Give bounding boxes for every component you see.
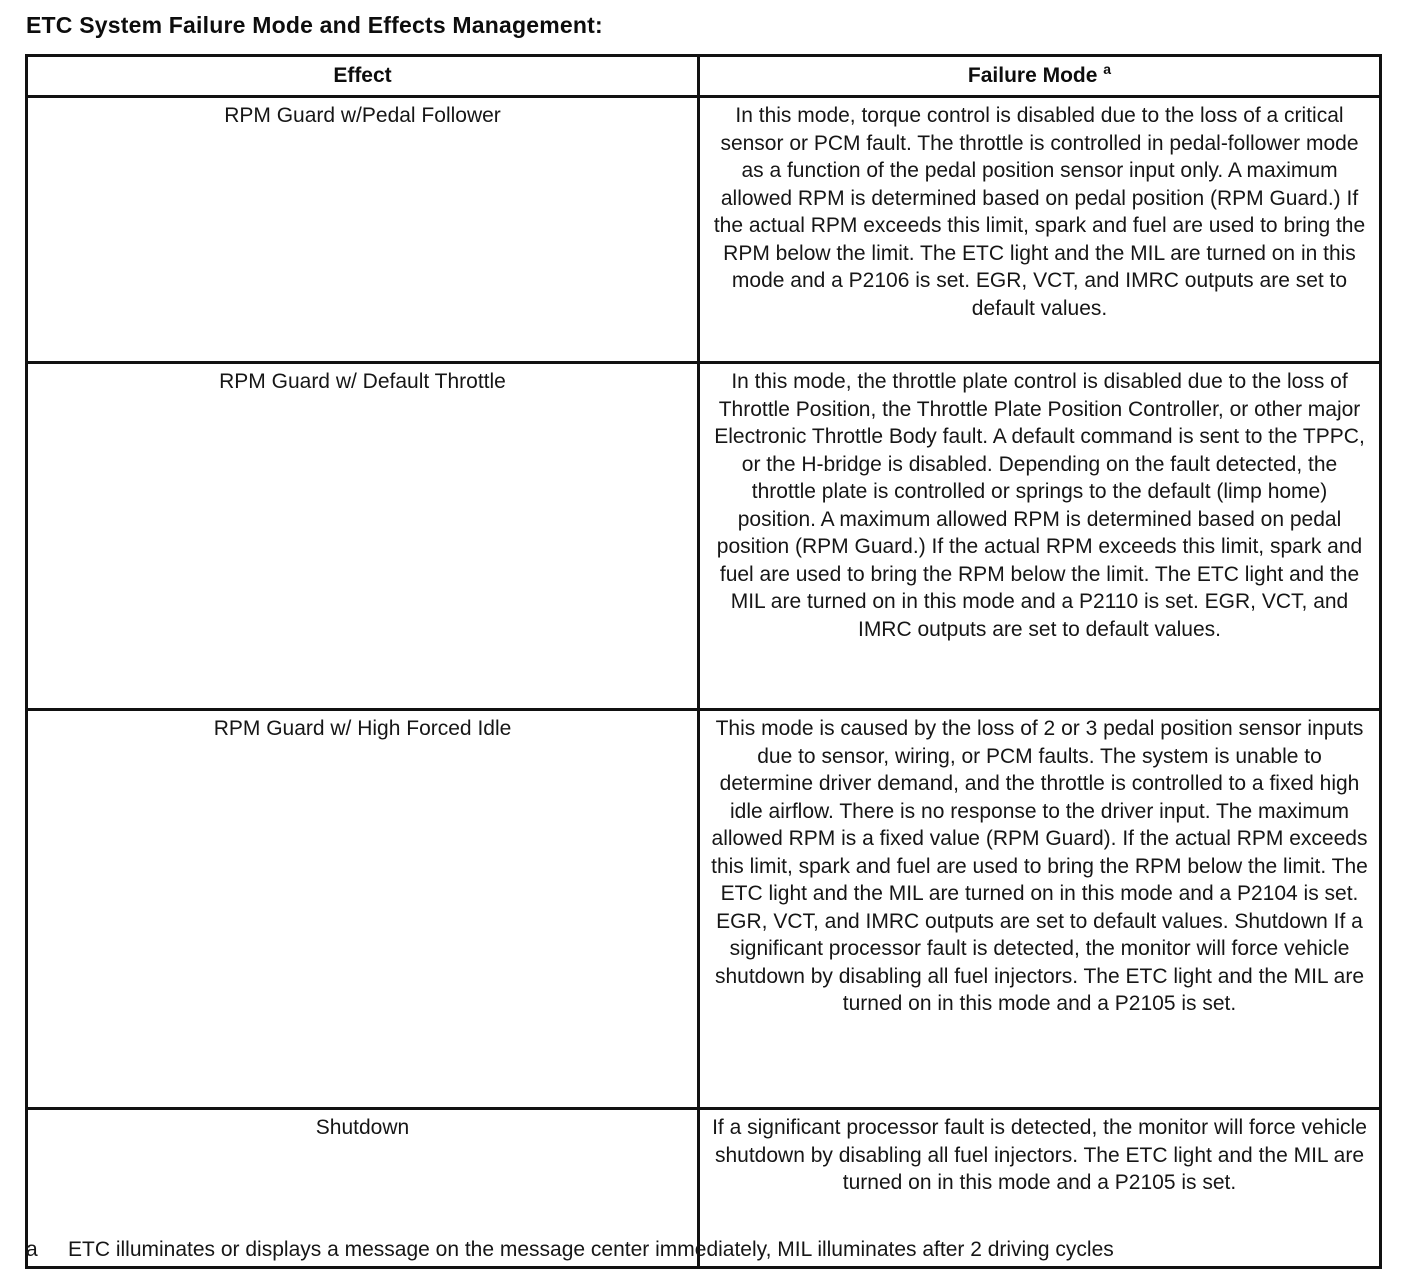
- fmea-table: [25, 54, 1382, 1269]
- effect-cell-shutdown: Shutdown: [27, 1109, 699, 1268]
- failure-mode-cell-rpm-guard-default-throttle: In this mode, the throttle plate control is disabled due to the loss of Throttle Position, the Throttle Plate Position Controller, or other major Electronic Throttle Body fault. A default command is sent to the TPPC, or the H-bridge is disabled. Depending on the fault detected, the throttle plate is controlled or springs to the default (limp home) position. A maximum allowed RPM is determined based on pedal position (RPM Guard.) If the actual RPM exceeds this limit, spark and fuel are used to bring the RPM below the limit. The ETC light and the MIL are turned on in this mode and a P2110 is set. EGR, VCT, and IMRC outputs are set to default values.: [699, 363, 1381, 710]
- effect-cell-rpm-guard-default-throttle: RPM Guard w/ Default Throttle: [27, 363, 699, 710]
- column-header-effect: Effect: [27, 56, 699, 97]
- effect-cell-rpm-guard-high-forced-idle: RPM Guard w/ High Forced Idle: [27, 710, 699, 1109]
- footnote-text: ETC illuminates or displays a message on the message center immediately, MIL illuminates after 2 driving cycles: [68, 1238, 1114, 1261]
- column-header-failure-mode: [699, 56, 1381, 97]
- effect-cell-rpm-guard-pedal-follower: RPM Guard w/Pedal Follower: [27, 97, 699, 363]
- failure-mode-cell-rpm-guard-pedal-follower: In this mode, torque control is disabled due to the loss of a critical sensor or PCM fault. The throttle is controlled in pedal-follower mode as a function of the pedal position sensor input only. A maximum allowed RPM is determined based on pedal position (RPM Guard.) If the actual RPM exceeds this limit, spark and fuel are used to bring the RPM below the limit. The ETC light and the MIL are turned on in this mode and a P2106 is set. EGR, VCT, and IMRC outputs are set to default values.: [699, 97, 1381, 363]
- table-header-row: [27, 56, 1381, 97]
- table-row: [27, 97, 1381, 363]
- column-header-failure-mode-label: Failure Mode: [967, 64, 1098, 87]
- footnote: [26, 1238, 1386, 1262]
- page-title: ETC System Failure Mode and Effects Management:: [26, 12, 603, 38]
- table-row: [27, 363, 1381, 710]
- footnote-marker: a: [26, 1238, 38, 1261]
- failure-mode-cell-shutdown: If a significant processor fault is detected, the monitor will force vehicle shutdown by disabling all fuel injectors. The ETC light and the MIL are turned on in this mode and a P2105 is set.: [699, 1109, 1381, 1268]
- table-row: [27, 710, 1381, 1109]
- failure-mode-footnote-marker: a: [1103, 61, 1112, 77]
- failure-mode-cell-rpm-guard-high-forced-idle: This mode is caused by the loss of 2 or 3 pedal position sensor inputs due to sensor, wiring, or PCM faults. The system is unable to determine driver demand, and the throttle is controlled to a fixed high idle airflow. There is no response to the driver input. The maximum allowed RPM is a fixed value (RPM Guard). If the actual RPM exceeds this limit, spark and fuel are used to bring the RPM below the limit. The ETC light and the MIL are turned on in this mode and a P2104 is set. EGR, VCT, and IMRC outputs are set to default values. Shutdown If a significant processor fault is detected, the monitor will force vehicle shutdown by disabling all fuel injectors. The ETC light and the MIL are turned on in this mode and a P2105 is set.: [699, 710, 1381, 1109]
